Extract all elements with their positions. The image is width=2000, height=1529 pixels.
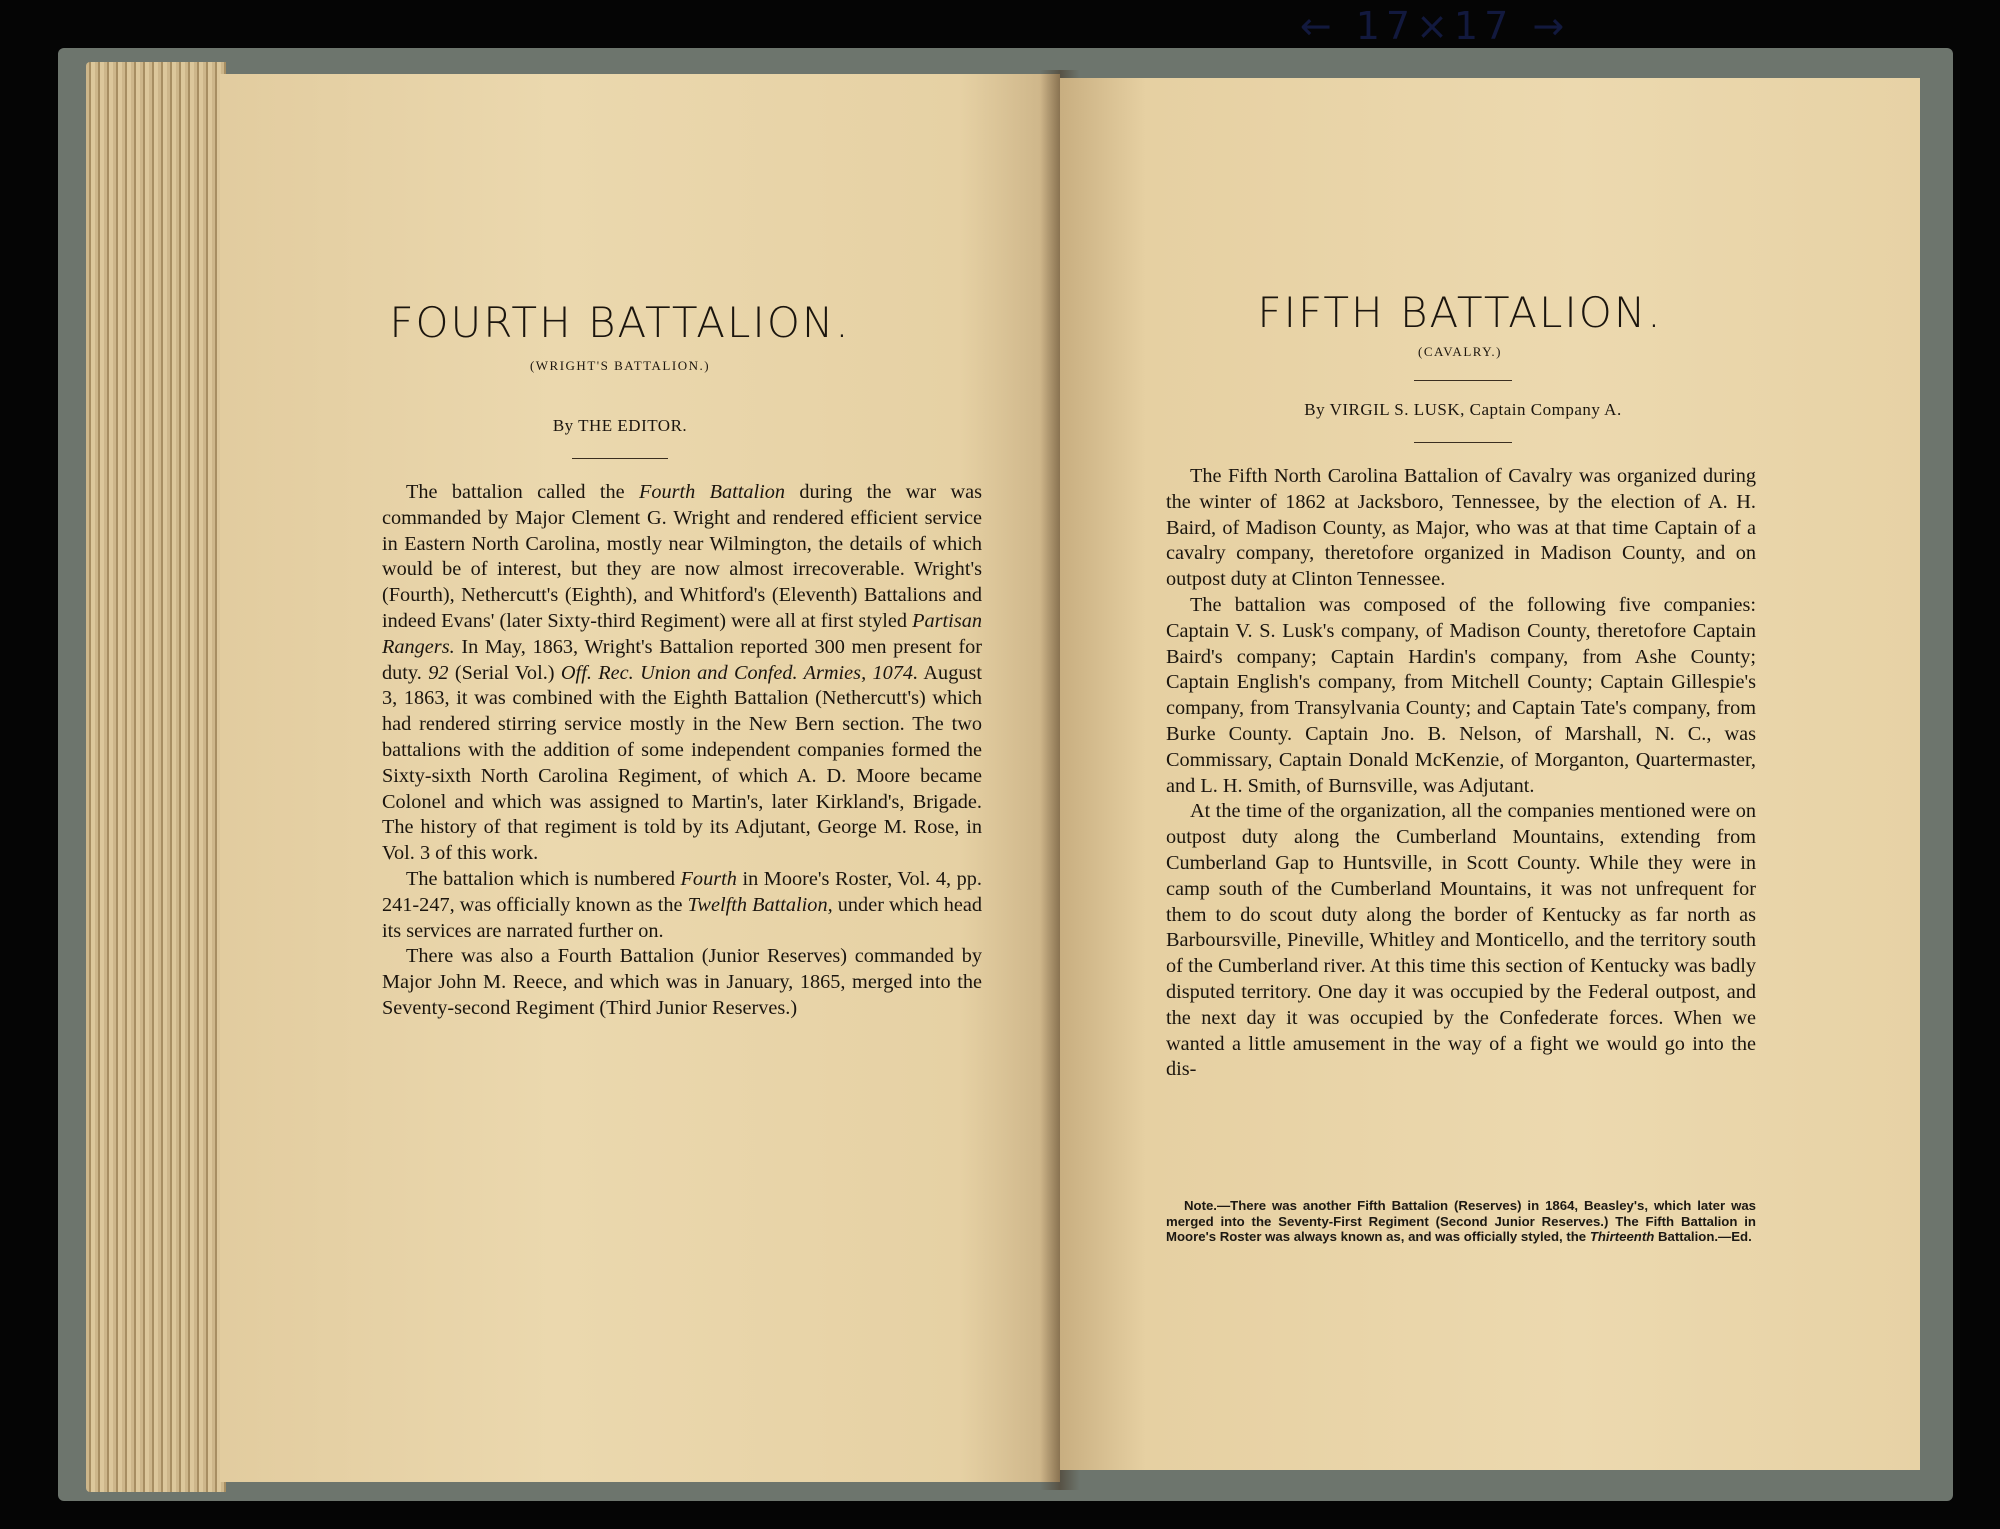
text-run: There was also a Fourth Battalion (Junior Reserves) commanded by Major John M. Reece, and which was in January, 1865, merged into the Seventy-second Regiment (Third Junior Reserves.) (382, 945, 982, 1019)
footnote-paragraph (1166, 1198, 1756, 1245)
right-page-subtitle: (CAVALRY.) (1418, 344, 1502, 359)
text-run: The Fifth North Carolina Battalion of Cavalry was organized during the winter of 1862 at Jacksboro, Tennessee, by the election of A. H. Baird, of Madison County, as Major, who was at that time Captain of a cavalry company, theretofore organized in Madison County, and on outpost duty at Clinton Tennessee. (1166, 465, 1756, 591)
right-page-footnote (1166, 1198, 1756, 1245)
italic-run: Partisan Rangers. (382, 609, 982, 658)
paragraph (1166, 799, 1756, 1083)
right-page (1060, 78, 1920, 1470)
right-page-title: FIFTH BATTALION. (1257, 288, 1663, 337)
text-run: The battalion was composed of the following five companies: Captain V. S. Lusk's company, of Madison County, theretofore Captain Baird's company; Captain Hardin's company, from Ashe County; Captain English's company, from Mitchell County; Captain Gillespie's company, from Transylvania County; and Captain Tate's company, from Burke County. Captain Jno. B. Nelson, of Marshall, N. C., was Commissary, Captain Donald McKenzie, of Morganton, Quartermaster, and L. H. Smith, of Burnsville, was Adjutant. (1166, 593, 1756, 797)
left-page-subtitle: (WRIGHT'S BATTALION.) (529, 358, 711, 373)
text-run: The battalion which is numbered (406, 867, 681, 890)
text-run: In May, 1863, Wright's Battalion reported 300 men present for duty. (382, 635, 982, 684)
italic-run: Twelfth Battalion, (687, 893, 833, 916)
left-page-byline: By THE EDITOR. (552, 416, 688, 435)
right-page-byline (1060, 400, 1866, 420)
right-page-rule-bottom (1414, 442, 1512, 443)
right-page-rule-top (1414, 380, 1512, 381)
italic-run: Fourth Battalion (638, 481, 786, 503)
left-page-title: FOURTH BATTALION. (389, 298, 851, 347)
text-run: Note.—There was another Fifth Battalion (Reserves) in 1864, Beasley's, which later was merged into the Seventy-First Regiment (Second Junior Reserves.) The Fifth Battalion in Moore's Roster was always known as, and was officially styled, the (1166, 1198, 1756, 1245)
paragraph (382, 944, 982, 1021)
right-page-body (1166, 464, 1756, 1083)
text-run: during the war was commanded by Major Clement G. Wright and rendered efficient service in Eastern North Carolina, mostly near Wilmington, the details of which would be of interest, but they are now almost irrecoverable. Wright's (Fourth), Nethercutt's (Eighth), and Whitford's (Eleventh) Battalions and indeed Evans' (later Sixty-third Regiment) were all at first styled (382, 481, 982, 632)
left-page-body (382, 480, 982, 1022)
text-run: in Moore's Roster, Vol. 4, pp. 241-247, was officially known as the (382, 867, 982, 916)
text-run: (Serial Vol.) (448, 661, 561, 684)
right-page-byline-text: By VIRGIL S. LUSK, Captain Company A. (1304, 400, 1622, 419)
paragraph (1166, 464, 1756, 593)
text-run: under which head its services are narrated further on. (382, 893, 982, 942)
scan-tag: ← 17×17 → (1299, 4, 1571, 48)
italic-run: Off. Rec. Union and Confed. Armies, 1074. (560, 661, 919, 684)
paragraph (382, 480, 982, 867)
left-page (220, 74, 1060, 1482)
italic-run: 92 (428, 661, 449, 684)
text-run: At the time of the organization, all the companies mentioned were on outpost duty along the Cumberland Mountains, extending from Cumberland Gap to Huntsville, in Scott County. While they were in camp south of the Cumberland Mountains, it was not unfrequent for them to do scout duty along the border of Kentucky as far north as Barboursville, Pineville, Whitley and Monticello, and the territory south of the Cumberland river. At this time this section of Kentucky was badly disputed territory. One day it was occupied by the Federal outpost, and the next day it was occupied by the Confederate forces. When we wanted a little amusement in the way of a fight we would go into the dis- (1166, 800, 1756, 1081)
text-run: Battalion.—Ed. (1654, 1229, 1752, 1245)
text-run: The battalion called the (406, 481, 639, 503)
italic-run: Fourth (680, 867, 737, 890)
left-page-rule (572, 458, 668, 459)
paragraph (1166, 593, 1756, 799)
italic-run: Thirteenth (1589, 1229, 1655, 1245)
text-run: August 3, 1863, it was combined with the Eighth Battalion (Nethercutt's) which had rendered stirring service mostly in the New Bern section. The two battalions with the addition of some independent companies formed the Sixty-sixth North Carolina Regiment, of which A. D. Moore became Colonel and which was assigned to Martin's, later Kirkland's, Brigade. The history of that regiment is told by its Adjutant, George M. Rose, in Vol. 3 of this work. (382, 661, 983, 865)
paragraph (382, 867, 982, 944)
page-edges (86, 62, 226, 1492)
